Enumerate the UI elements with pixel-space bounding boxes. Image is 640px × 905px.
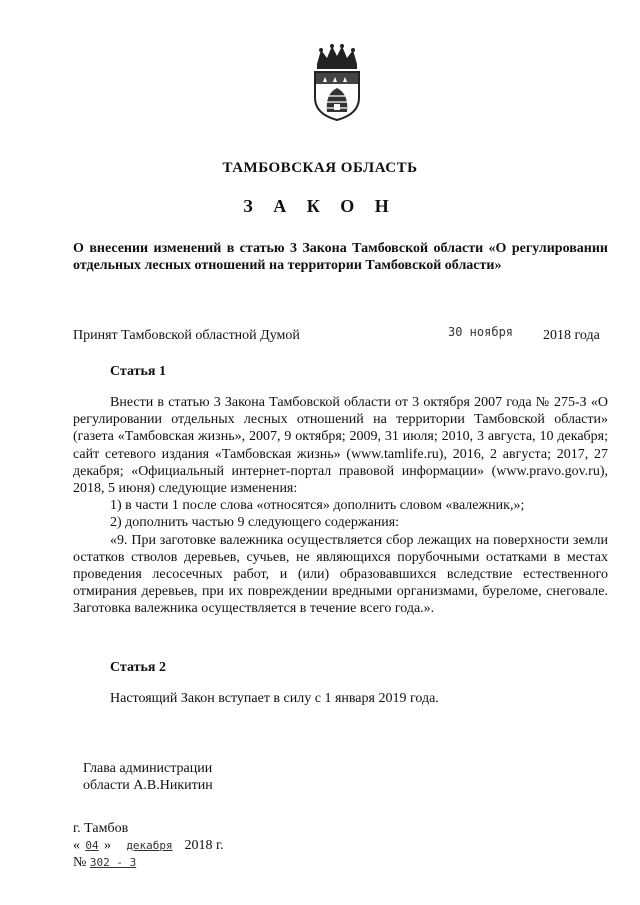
adoption-year: 2018 года [543, 328, 600, 343]
signature-name: области А.В.Никитин [83, 778, 213, 793]
place-date-number [73, 820, 224, 871]
number-value: 302 - З [89, 856, 137, 869]
date-open-quote: « [73, 838, 80, 853]
article-1-item-1: 1) в части 1 после слова «относятся» дополнить словом «валежник,»; [110, 498, 525, 514]
adoption-text: Принят Тамбовской областной Думой [73, 328, 300, 343]
coat-of-arms-icon [307, 42, 367, 122]
document-type-title: З А К О Н [243, 196, 397, 216]
adoption-line [73, 325, 608, 348]
signature-title: Глава администрации [83, 761, 213, 776]
signing-date [73, 837, 224, 854]
signing-day: 04 [85, 839, 99, 852]
law-subject: О внесении изменений в статью 3 Закона Тамбовской области «О регулировании отдельных лесных отношений на территории Тамбовской области» [73, 241, 608, 273]
article-1-quote: «9. При заготовке валежника осуществляется сбор лежащих на поверхности земли остатков стволов деревьев, сучьев, не являющихся порубочными остатками в местах проведения лесосечных работ, и (или) образовавшихся вследствие естественного отмирания деревьев, при их повреждении вредными организмами, буреломе, снеговале. Заготовка валежника осуществляется в течение всего года.». [73, 532, 608, 617]
article-1-intro: Внести в статью 3 Закона Тамбовской области от 3 октября 2007 года № 275-З «О регулировании отдельных лесных отношений на территории Тамбовской области» (газета «Тамбовская жизнь», 2007, 9 октября; 2009, 31 июля; 2010, 3 августа, 10 декабря; сайт сетевого издания «Тамбовская жизнь» (www.tamlife.ru), 2016, 2 августа; 2017, 27 декабря; «Официальный интернет-портал правовой информации» (www.pravo.gov.ru), 2018, 5 июня) следующие изменения: [73, 395, 608, 497]
article-2-heading: Статья 2 [110, 660, 166, 675]
signing-month: декабря [126, 839, 173, 852]
article-2-text: Настоящий Закон вступает в силу с 1 января 2019 года. [110, 691, 439, 706]
region-title: ТАМБОВСКАЯ ОБЛАСТЬ [222, 160, 418, 176]
law-number [73, 854, 224, 871]
adoption-date: 30 ноября [448, 325, 514, 339]
signing-year: 2018 г. [184, 838, 224, 853]
article-1-body [73, 394, 608, 618]
article-2-body [73, 690, 608, 707]
city: г. Тамбов [73, 821, 129, 836]
article-1-heading: Статья 1 [110, 364, 166, 379]
date-close-quote: » [104, 838, 111, 853]
signature-block [83, 760, 213, 794]
article-1-item-2: 2) дополнить частью 9 следующего содержания: [110, 515, 400, 531]
number-label: № [73, 855, 87, 870]
